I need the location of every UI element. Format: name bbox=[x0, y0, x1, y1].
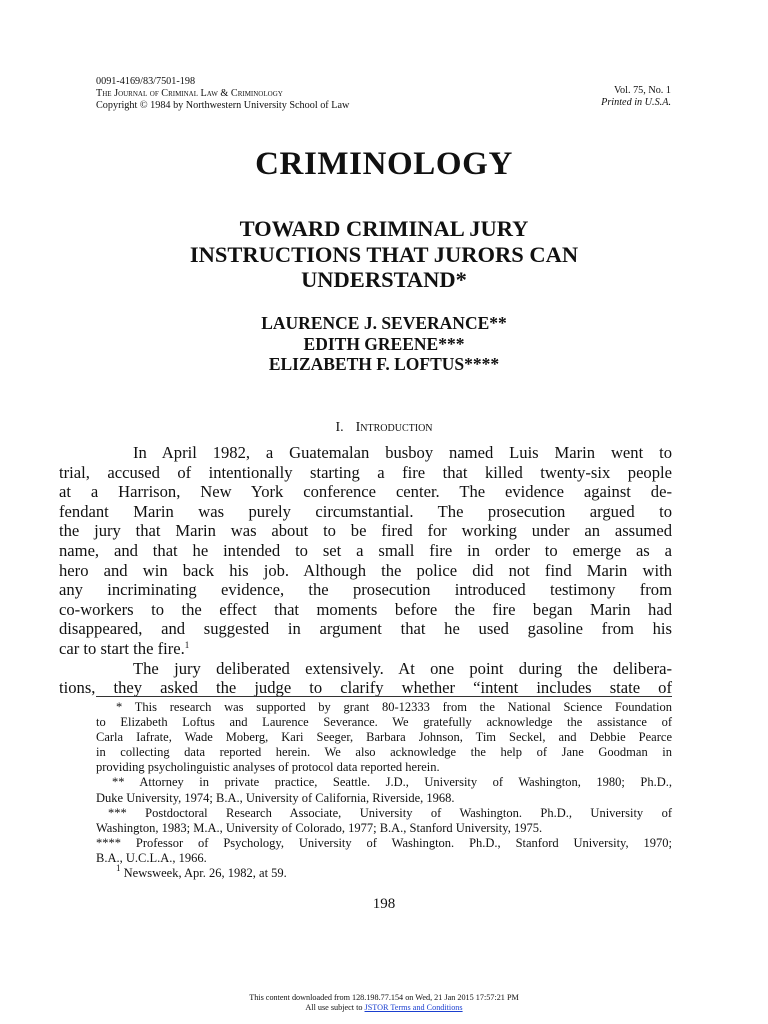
footnote-line: in collecting data reported herein. We also acknowledge the help of Jane Goodman in bbox=[96, 745, 672, 760]
text-line: In April 1982, a Guatemalan busboy named Luis Marin went to bbox=[133, 443, 672, 462]
footnote-line: *** Postdoctoral Research Associate, University of Washington. Ph.D., University of bbox=[108, 805, 672, 820]
jstor-footer bbox=[0, 993, 768, 1013]
text-line: trial, accused of intentionally starting a fire that killed twenty-six people bbox=[59, 462, 672, 482]
footnote-line: Washington, 1983; M.A., University of Colorado, 1977; B.A., Stanford University, 1975. bbox=[96, 820, 543, 835]
footnote-line: B.A., U.C.L.A., 1966. bbox=[96, 850, 207, 865]
page-number: 198 bbox=[372, 896, 396, 912]
paragraph bbox=[59, 658, 672, 698]
footnote-text: Newsweek, Apr. 26, 1982, at 59. bbox=[123, 866, 287, 881]
article-title-line: TOWARD CRIMINAL JURY bbox=[239, 216, 529, 241]
text-line: co-workers to the effect that moments before the fire began Marin had bbox=[59, 599, 672, 619]
text-line: the jury that Marin was about to be fired for working under an assumed bbox=[59, 521, 672, 541]
text-line bbox=[59, 638, 672, 659]
section-number: I. bbox=[335, 420, 344, 435]
footnotes bbox=[96, 700, 672, 881]
footnote-marker: 1 bbox=[116, 863, 121, 874]
volume-issue: Vol. 75, No. 1 bbox=[614, 85, 671, 96]
footnote-line: Carla Iafrate, Wade Moberg, Kari Seeger, Barbara Johnson, Tim Seckel, and Debbie Pearce bbox=[96, 730, 672, 745]
article-title-line: INSTRUCTIONS THAT JURORS CAN bbox=[189, 241, 579, 267]
text-line-content: car to start the fire. bbox=[59, 638, 185, 658]
body-text bbox=[59, 443, 672, 698]
copyright-line: Copyright © 1984 by Northwestern University School of Law bbox=[96, 100, 350, 111]
footnote-line: providing psycholinguistic analyses of protocol data reported herein. bbox=[96, 760, 440, 775]
footnote-line: **** Professor of Psychology, University of Washington. Ph.D., Stanford University, 1970; bbox=[96, 835, 672, 850]
terms-notice bbox=[0, 1003, 768, 1013]
issn-code: 0091-4169/83/7501-198 bbox=[96, 76, 196, 87]
terms-prefix: All use subject to bbox=[305, 1003, 365, 1012]
download-notice: This content downloaded from 128.198.77.154 on Wed, 21 Jan 2015 17:57:21 PM bbox=[249, 993, 519, 1002]
section-heading-text: Introduction bbox=[355, 420, 433, 435]
footnote-line: ** Attorney in private practice, Seattle. J.D., University of Washington, 1980; Ph.D., bbox=[112, 775, 672, 790]
footnote-line: * This research was supported by grant 80-12333 from the National Science Foundation bbox=[116, 700, 672, 714]
jstor-terms-link[interactable]: JSTOR Terms and Conditions bbox=[364, 1003, 463, 1012]
paragraph bbox=[59, 443, 672, 659]
journal-name: The Journal of Criminal Law & Criminology bbox=[96, 88, 283, 99]
running-header-left bbox=[96, 76, 349, 112]
footnote-line bbox=[96, 863, 672, 881]
text-line: fendant Marin was purely circumstantial. The prosecution argued to bbox=[59, 501, 672, 521]
footnote-divider bbox=[96, 696, 672, 697]
section-heading bbox=[0, 420, 768, 436]
text-line: name, and that he intended to set a small fire in order to emerge as a bbox=[59, 540, 672, 560]
text-line: tions, they asked the judge to clarify whether “intent includes state of bbox=[59, 678, 672, 698]
author-name: EDITH GREENE*** bbox=[303, 333, 465, 354]
text-line: disappeared, and suggested in argument that he used gasoline from his bbox=[59, 619, 672, 639]
text-line: hero and win back his job. Although the police did not find Marin with bbox=[59, 560, 672, 580]
article-title-line: UNDERSTAND* bbox=[301, 267, 467, 292]
author-name: ELIZABETH F. LOFTUS**** bbox=[268, 354, 500, 374]
footnote-line: Duke University, 1974; B.A., University of California, Riverside, 1968. bbox=[96, 790, 455, 805]
text-line: at a Harrison, New York conference center. The evidence against de- bbox=[59, 482, 672, 502]
running-header-right bbox=[601, 85, 671, 109]
footnote-line: to Elizabeth Loftus and Laurence Severance. We gratefully acknowledge the assistance of bbox=[96, 715, 672, 730]
printed-in: Printed in U.S.A. bbox=[601, 97, 671, 108]
section-title: CRIMINOLOGY bbox=[255, 146, 513, 182]
text-line: The jury deliberated extensively. At one point during the delibera- bbox=[133, 658, 672, 678]
text-line: any incriminating evidence, the prosecution introduced testimony from bbox=[59, 580, 672, 600]
author-name: LAURENCE J. SEVERANCE** bbox=[261, 313, 507, 333]
author-list bbox=[0, 313, 768, 375]
footnote-ref: 1 bbox=[184, 639, 190, 650]
article-title bbox=[0, 216, 768, 293]
